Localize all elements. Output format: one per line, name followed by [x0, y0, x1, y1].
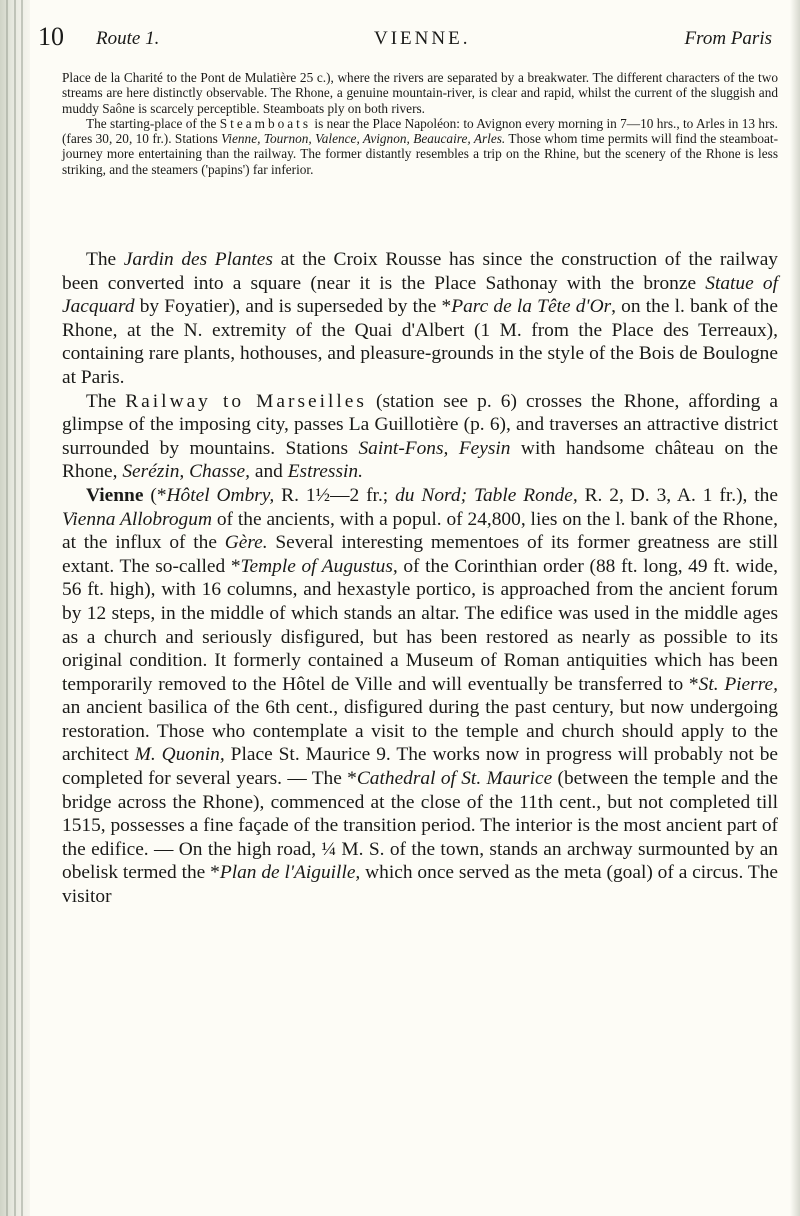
paragraph-charite: Place de la Charité to the Pont de Mulatière 25 c.), where the rivers are separated by a breakwater. The different characters of the two streams are here distinctly observable. The Rhone, a genuine mountain-river, is clear and rapid, whilst the current of the sluggish and muddy Saône is scarcely perceptible. Steamboats ply on both rivers.	[62, 70, 778, 116]
paragraph-steamboats	[62, 116, 778, 177]
italic-term: Temple of Augustus,	[240, 555, 398, 577]
italic-term: Cathedral of St. Maurice	[356, 768, 553, 790]
italic-term: Hôtel Ombry,	[166, 484, 275, 506]
text-run: which once served as the meta (goal) of a circus. The visitor	[62, 862, 778, 908]
italic-term: Jardin des Plantes	[123, 249, 273, 270]
italic-term: Serézin, Chasse,	[122, 461, 250, 483]
text-run: Place St. Maurice 9. The works now in progress will probably not be completed for several years. — The *	[62, 744, 779, 790]
text-run: The	[86, 249, 124, 270]
italic-term: Vienna Allobrogum	[62, 508, 212, 530]
text-run: an ancient basilica of the 6th cent., disfigured during the past century, but now undergoing restoration. Those who contemplate a visit to the temple and church should apply to the architect	[62, 697, 778, 766]
text-run: at the Croix Rousse has since the construction of the railway been converted into a square (near it is the Place Sathonay with the bronze	[62, 249, 778, 294]
italic-term: Estressin.	[287, 461, 363, 483]
italic-term: Parc de la Tête d'Or	[451, 296, 612, 318]
bold-term: Vienne	[86, 484, 144, 506]
text-run: The starting-place of the	[86, 115, 220, 131]
text-run: of the Corinthian order (88 ft. long, 49 ft. wide, 56 ft. high), with 16 columns, and hexastyle portico, is approached from the ancient forum by 12 steps, in the middle of which stands an altar. The edifice was used in the middle ages as a church and seriously disfigured, but has been restored as nearly as possible to its original condition. It formerly contained a Museum of Roman antiquities which has been temporarily removed to the Hôtel de Ville and will eventually be transferred to *	[62, 555, 779, 695]
text-run: , on the l. bank of the Rhone, at the N. extremity of the Quai d'Albert (1 M. from the Place des Terreaux), containing rare plants, hothouses, and pleasure-grounds in the style of the Bois de Boulogne at Paris.	[62, 296, 778, 388]
text-run: R. 1½—2 fr.;	[274, 484, 396, 506]
text-run: (*	[143, 484, 167, 506]
page-edge-shadow	[790, 0, 800, 1216]
italic-term: du Nord; Table Ronde,	[395, 484, 578, 506]
page-binding-shadow	[0, 0, 30, 1216]
paragraph-jardin	[62, 248, 778, 390]
binding-line	[21, 0, 23, 1216]
italic-term: St. Pierre,	[698, 673, 778, 695]
binding-line	[14, 0, 16, 1216]
text-run: R. 2, D. 3, A. 1 fr.), the	[577, 484, 778, 506]
small-print-section	[62, 70, 778, 177]
paragraph-railway	[62, 390, 778, 484]
text-run: Those whom time permits will find the steamboat-journey more entertaining than the railway. The former distantly resembles a trip on the Rhine, but the scenery of the Rhone is less striking, and the steamers ('papins') far inferior.	[62, 131, 779, 177]
italic-term: M. Quonin,	[134, 744, 225, 766]
text-run: with handsome château on the Rhone,	[62, 437, 779, 483]
italic-term: Gère.	[224, 532, 268, 554]
from-label: From Paris	[684, 28, 772, 49]
italic-term: Statue of Jacquard	[62, 272, 778, 318]
spaced-term: Steamboats	[219, 115, 312, 131]
text-run: Several interesting mementoes of its former greatness are still extant. The so-called *	[62, 532, 778, 577]
text-run: of the ancients, with a popul. of 24,800, lies on the l. bank of the Rhone, at the influx of the	[62, 508, 778, 554]
text-run: (between the temple and the bridge across the Rhone), commenced at the close of the 11th cent., but not completed till 1515, possesses a fine façade of the transition period. The interior is the most ancient part of the edifice. — On the high road, ¼ M. S. of the town, stands an archway surmounted by an obelisk termed the *	[62, 768, 779, 884]
text-run: The	[86, 390, 126, 412]
running-header	[38, 22, 778, 56]
binding-line	[6, 0, 8, 1216]
place-heading: VIENNE.	[374, 28, 471, 49]
page-number: 10	[38, 22, 64, 51]
main-text-section	[62, 248, 778, 909]
text-run: and	[249, 461, 288, 483]
italic-term: Vienne, Tournon, Valence, Avignon, Beaucaire, Arles.	[221, 131, 506, 147]
text-run: is near the Place Napoléon: to Avignon every morning in 7—10 hrs., to Arles in 13 hrs. (fares 30, 20, 10 fr.). Stations	[62, 115, 779, 147]
paragraph-vienne	[62, 484, 778, 909]
spaced-term: Railway to Marseilles	[125, 390, 367, 412]
text-run: by Foyatier), and is superseded by the *	[134, 296, 452, 318]
text-run: (station see p. 6) crosses the Rhone, affording a glimpse of the imposing city, passes La Guillotière (p. 6), and traverses an attractive district surrounded by mountains. Stations	[62, 390, 778, 459]
route-label: Route 1.	[96, 28, 160, 49]
italic-term: Plan de l'Aiguille,	[219, 862, 361, 884]
italic-term: Saint-Fons, Feysin	[358, 437, 511, 459]
